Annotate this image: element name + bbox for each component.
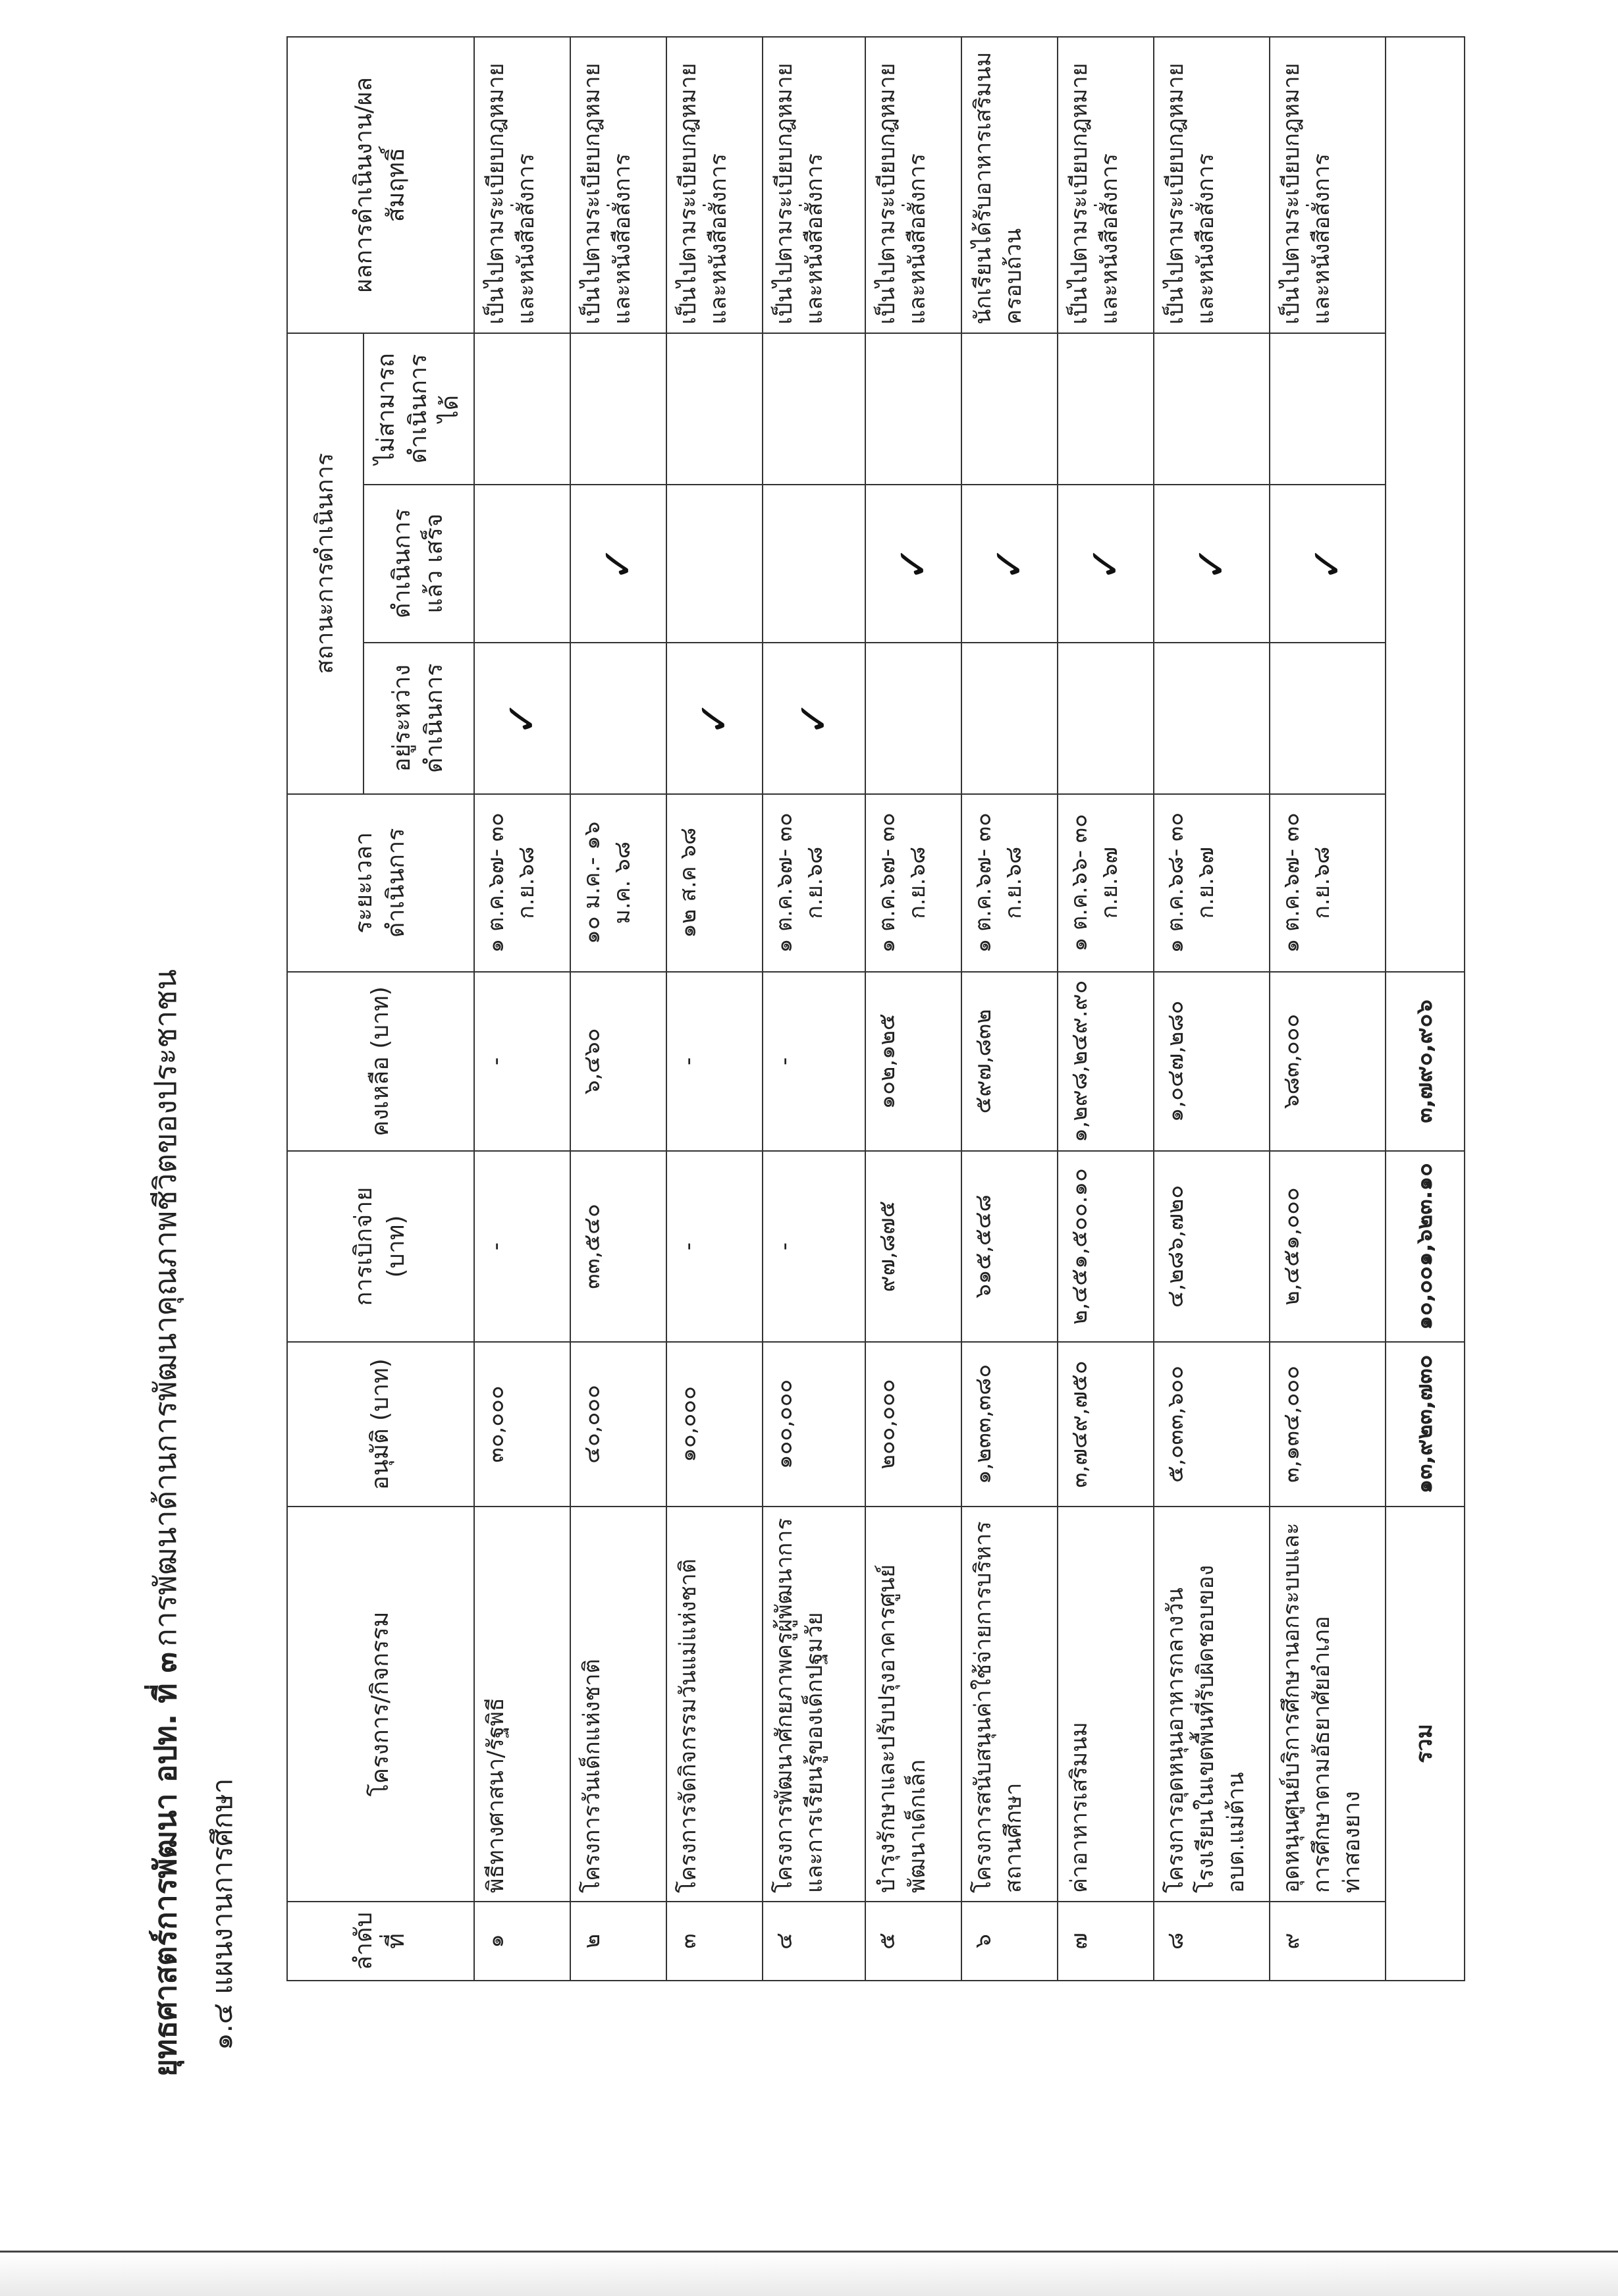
header-not-possible: ไม่สามารถ ดำเนินการได้ [364,333,474,485]
table-row [1270,37,1386,1981]
scan-bottom-edge [0,2251,1618,2296]
check-mark-icon: ✓ [1187,545,1236,581]
cell-result: เป็นไปตามระเบียบกฎหมาย และหนังสือสั่งการ [474,37,570,333]
cell-approved: ๑๐๐,๐๐๐ [763,1342,865,1507]
cell-disbursed: - [666,1151,763,1342]
cell-no: ๕ [865,1902,961,1981]
cell-period: ๑ ต.ค.๖๗- ๓๐ ก.ย.๖๘ [1270,794,1386,972]
header-in-progress: อยู่ระหว่าง ดำเนินการ [364,643,474,794]
cell-approved: ๔๐,๐๐๐ [570,1342,666,1507]
cell-period: ๑ ต.ค.๖๗- ๓๐ ก.ย.๖๘ [763,794,865,972]
cell-remaining: - [763,972,865,1151]
cell-no: ๒ [570,1902,666,1981]
cell-status-completed [1154,485,1270,643]
total-remaining: ๓,๗๙๐,๙๐๖ [1386,972,1465,1151]
total-row [1386,37,1465,1981]
cell-status-completed [1270,485,1386,643]
cell-approved: ๒๐๐,๐๐๐ [865,1342,961,1507]
cell-no: ๔ [763,1902,865,1981]
cell-status-completed [865,485,961,643]
cell-no: ๑ [474,1902,570,1981]
cell-status-completed [1058,485,1154,643]
cell-disbursed: ๒,๔๕๑,๐๐๐ [1270,1151,1386,1342]
cell-project: โครงการจัดกิจกรรมวันแม่แห่งชาติ [666,1507,763,1902]
header-period: ระยะเวลา ดำเนินการ [287,794,474,972]
cell-status-completed [570,485,666,643]
cell-status-in-progress [763,643,865,794]
cell-project: อุดหนุนศูนย์บริการศึกษานอกระบบและการศึกษาตามอัธยาศัยอำเภอท่าสองยาง [1270,1507,1386,1902]
header-completed: ดำเนินการแล้ว เสร็จ [364,485,474,643]
table-row [1154,37,1270,1981]
cell-project: โครงการพัฒนาศักยภาพครูผู้พัฒนาการและการเรียนรู้ของเด็กปฐมวัย [763,1507,865,1902]
table-row [666,37,763,1981]
check-mark-icon: ✓ [888,545,938,581]
cell-remaining: ๑,๒๙๘,๒๔๙.๙๐ [1058,972,1154,1151]
check-mark-icon: ✓ [1303,545,1352,581]
cell-status-not-possible [1270,333,1386,485]
cell-status-completed [666,485,763,643]
title-subtitle: การพัฒนาด้านการพัฒนาคุณภาพชีวิตของประชาชน [148,969,183,1647]
cell-project: โครงการวันเด็กแห่งชาติ [570,1507,666,1902]
cell-status-in-progress [570,643,666,794]
cell-no: ๓ [666,1902,763,1981]
cell-disbursed: ๒,๔๕๑,๕๐๐.๑๐ [1058,1151,1154,1342]
cell-no: ๗ [1058,1902,1154,1981]
check-mark-icon: ✓ [984,545,1034,581]
cell-approved: ๓,๗๔๙,๗๕๐ [1058,1342,1154,1507]
cell-period: ๑ ต.ค.๖๗- ๓๐ ก.ย.๖๘ [474,794,570,972]
plan-subtitle: ๑.๔ แผนงานการศึกษา [206,1778,238,2050]
cell-result: เป็นไปตามระเบียบกฎหมาย และหนังสือสั่งการ [1270,37,1386,333]
header-no: ลำดับที่ [287,1902,474,1981]
cell-result: เป็นไปตามระเบียบกฎหมาย และหนังสือสั่งการ [570,37,666,333]
cell-disbursed: ๓๓,๕๔๐ [570,1151,666,1342]
cell-disbursed: ๖๑๕,๕๔๘ [961,1151,1058,1342]
cell-disbursed: ๙๗,๘๗๕ [865,1151,961,1342]
total-empty [1386,37,1465,972]
cell-no: ๖ [961,1902,1058,1981]
cell-project: พิธีทางศาสนา/รัฐพิธี [474,1507,570,1902]
cell-period: ๑ ต.ค.๖๗- ๓๐ ก.ย.๖๘ [865,794,961,972]
total-disbursed: ๑๐,๐๐๑,๖๒๓.๑๐ [1386,1151,1465,1342]
table-body [474,37,1465,1981]
cell-status-in-progress [1058,643,1154,794]
cell-status-not-possible [666,333,763,485]
cell-status-in-progress [961,643,1058,794]
cell-result: เป็นไปตามระเบียบกฎหมาย และหนังสือสั่งการ [1058,37,1154,333]
title-main: ยุทธศาสตร์การพัฒนา อปท. ที่ ๓ [148,1651,183,2077]
table-row [1058,37,1154,1981]
cell-result: เป็นไปตามระเบียบกฎหมาย และหนังสือสั่งการ [1154,37,1270,333]
project-status-table [286,36,1465,1981]
cell-status-completed [474,485,570,643]
check-mark-icon: ✓ [689,700,739,736]
cell-disbursed: - [763,1151,865,1342]
cell-project: ค่าอาหารเสริมนม [1058,1507,1154,1902]
cell-status-not-possible [961,333,1058,485]
cell-result: เป็นไปตามระเบียบกฎหมาย และหนังสือสั่งการ [865,37,961,333]
check-mark-icon: ✓ [593,545,643,581]
cell-remaining: ๑๐๒,๑๒๕ [865,972,961,1151]
cell-remaining: - [474,972,570,1151]
cell-approved: ๑,๒๓๓,๓๘๐ [961,1342,1058,1507]
cell-project: โครงการสนับสนุนค่าใช้จ่ายการบริหารสถานศึกษา [961,1507,1058,1902]
total-approved: ๑๓,๙๒๓,๗๓๐ [1386,1342,1465,1507]
cell-result: เป็นไปตามระเบียบกฎหมาย และหนังสือสั่งการ [666,37,763,333]
check-mark-icon: ✓ [789,700,838,736]
cell-remaining: ๖,๔๖๐ [570,972,666,1151]
cell-approved: ๕,๐๓๓,๖๐๐ [1154,1342,1270,1507]
cell-approved: ๓๐,๐๐๐ [474,1342,570,1507]
cell-result: เป็นไปตามระเบียบกฎหมาย และหนังสือสั่งการ [763,37,865,333]
cell-status-in-progress [474,643,570,794]
cell-remaining: - [666,972,763,1151]
cell-result: นักเรียนได้รับอาหารเสริมนมครอบถ้วน [961,37,1058,333]
cell-disbursed: - [474,1151,570,1342]
cell-remaining: ๑,๐๔๗,๒๘๐ [1154,972,1270,1151]
total-label: รวม [1386,1507,1465,1981]
header-result: ผลการดำเนินงาน/ผลสัมฤทธิ์ [287,37,474,333]
header-status-group: สถานะการดำเนินการ [287,333,364,794]
cell-status-completed [961,485,1058,643]
cell-period: ๑ ต.ค.๖๖- ๓๐ ก.ย.๖๗ [1058,794,1154,972]
cell-status-not-possible [865,333,961,485]
header-remaining: คงเหลือ (บาท) [287,972,474,1151]
cell-status-not-possible [1154,333,1270,485]
cell-no: ๙ [1270,1902,1386,1981]
cell-project: โครงการอุดหนุนอาหารกลางวันโรงเรียนในเขตพื้นที่รับผิดชอบของ อบต.แม่ต้าน [1154,1507,1270,1902]
cell-remaining: ๖๘๓,๐๐๐ [1270,972,1386,1151]
cell-remaining: ๕๙๗,๘๓๒ [961,972,1058,1151]
check-mark-icon: ✓ [1081,545,1130,581]
cell-status-completed [763,485,865,643]
cell-approved: ๑๐,๐๐๐ [666,1342,763,1507]
cell-period: ๑๒ ส.ค ๖๘ [666,794,763,972]
cell-status-in-progress [865,643,961,794]
table-row [961,37,1058,1981]
document-title [142,969,190,2077]
header-approved: อนุมัติ (บาท) [287,1342,474,1507]
cell-status-in-progress [666,643,763,794]
cell-project: บำรุงรักษาและปรับปรุงอาคารศูนย์พัฒนาเด็กเล็ก [865,1507,961,1902]
cell-period: ๑ ต.ค.๖๘- ๓๐ ก.ย.๖๗ [1154,794,1270,972]
table-row [570,37,666,1981]
table-row [474,37,570,1981]
cell-status-not-possible [763,333,865,485]
table-row [865,37,961,1981]
check-mark-icon: ✓ [497,700,547,736]
cell-status-in-progress [1270,643,1386,794]
cell-approved: ๓,๑๓๔,๐๐๐ [1270,1342,1386,1507]
cell-period: ๑ ต.ค.๖๗- ๓๐ ก.ย.๖๘ [961,794,1058,972]
cell-period: ๑๐ ม.ค.- ๑๖ ม.ค. ๖๘ [570,794,666,972]
cell-status-not-possible [474,333,570,485]
cell-status-not-possible [570,333,666,485]
table-row [763,37,865,1981]
cell-no: ๘ [1154,1902,1270,1981]
header-disbursed: การเบิกจ่าย (บาท) [287,1151,474,1342]
cell-disbursed: ๔,๒๘๖,๗๒๐ [1154,1151,1270,1342]
header-project: โครงการ/กิจกรรม [287,1507,474,1902]
cell-status-in-progress [1154,643,1270,794]
cell-status-not-possible [1058,333,1154,485]
